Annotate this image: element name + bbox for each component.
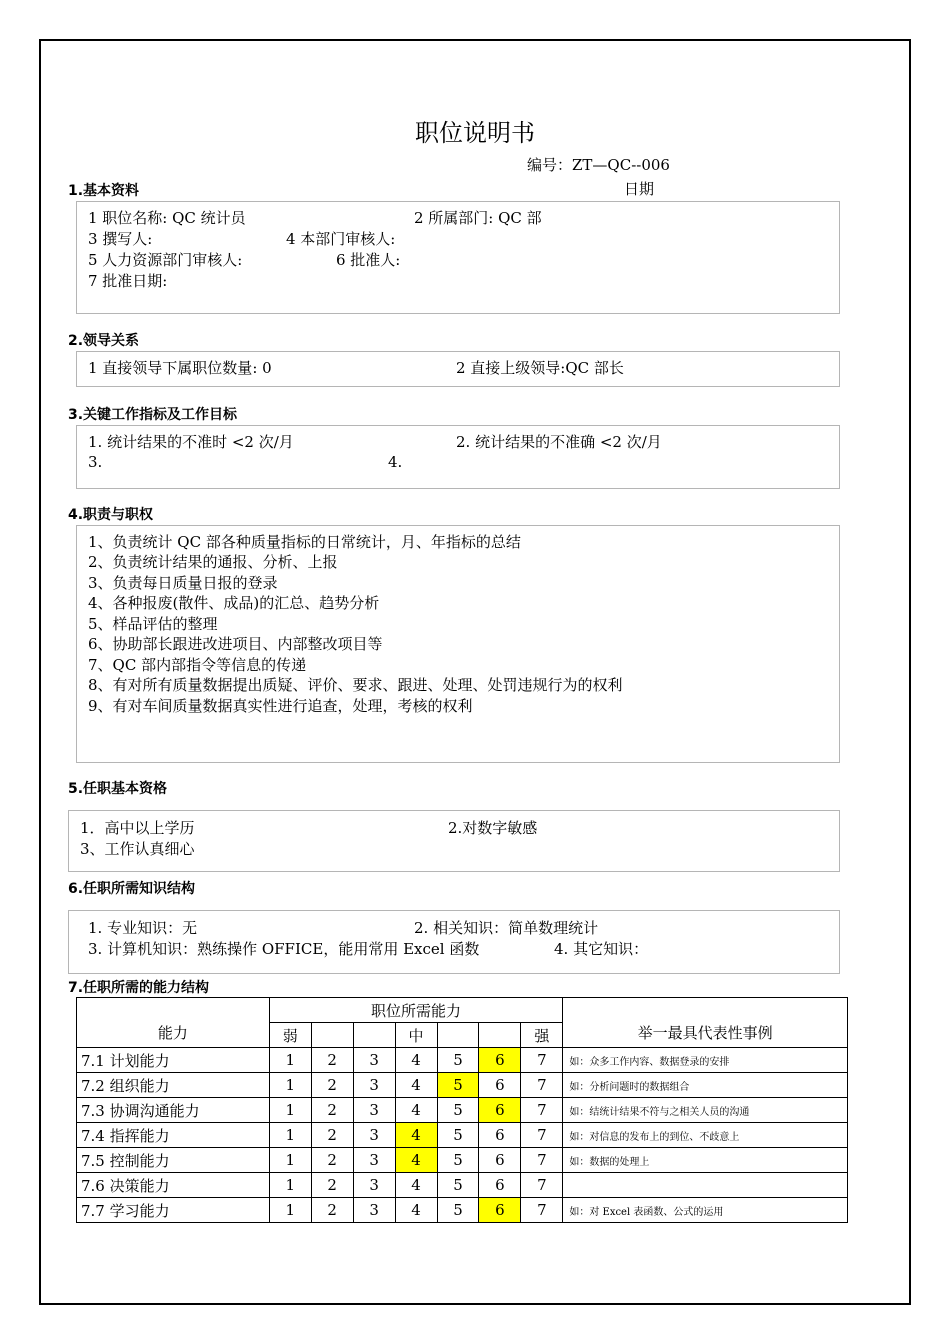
ability-level-cell: 7 [521,1173,563,1198]
ability-level-cell: 3 [353,1173,395,1198]
ability-row [77,1148,848,1173]
ability-level-cell: 6 [479,1148,521,1173]
ability-header: 能力 [77,998,270,1048]
dept-reviewer: 4 本部门审核人: [286,230,396,248]
ability-level-cell: 4 [395,1123,437,1148]
section-3-heading: 3.关键工作指标及工作目标 [68,407,238,423]
document-number: 编号：ZT—QC--006 [527,156,670,174]
ability-level-cell: 1 [269,1098,311,1123]
scale-mid: 中 [395,1023,437,1048]
ability-name: 7.6 决策能力 [77,1173,270,1198]
section-6-heading: 6.任职所需知识结构 [68,881,196,897]
ability-level-cell: 3 [353,1198,395,1223]
ability-level-cell: 6 [479,1198,521,1223]
section-5-heading: 5.任职基本资格 [68,781,168,797]
professional-knowledge: 1. 专业知识：无 [88,919,198,937]
ability-level-cell: 6 [479,1073,521,1098]
ability-level-cell: 7 [521,1198,563,1223]
required-ability-header: 职位所需能力 [269,998,563,1023]
ability-level-cell: 5 [437,1173,479,1198]
ability-level-cell: 6 [479,1048,521,1073]
position-name: 1 职位名称: QC 统计员 [88,209,246,227]
computer-knowledge: 3. 计算机知识：熟练操作 OFFICE，能用常用 Excel 函数 [88,940,480,958]
ability-level-cell: 4 [395,1198,437,1223]
direct-supervisor: 2 直接上级领导:QC 部长 [456,359,624,377]
ability-example: 如：分析问题时的数据组合 [563,1073,848,1098]
ability-level-cell: 7 [521,1073,563,1098]
duty-item: 3、负责每日质量日报的登录 [88,574,278,592]
ability-level-cell: 1 [269,1198,311,1223]
ability-name: 7.2 组织能力 [77,1073,270,1098]
kpi-1: 1. 统计结果的不准时 <2 次/月 [88,433,294,451]
ability-level-cell: 3 [353,1123,395,1148]
ability-rows [77,1048,848,1223]
ability-level-cell: 1 [269,1073,311,1098]
ability-level-cell: 1 [269,1048,311,1073]
duty-item: 5、样品评估的整理 [88,615,218,633]
ability-name: 7.7 学习能力 [77,1198,270,1223]
hr-reviewer: 5 人力资源部门审核人: [88,251,243,269]
section-2-heading: 2.领导关系 [68,333,140,349]
ability-name: 7.4 指挥能力 [77,1123,270,1148]
ability-level-cell: 4 [395,1148,437,1173]
ability-level-cell: 3 [353,1098,395,1123]
approver: 6 批准人: [336,251,401,269]
ability-level-cell: 5 [437,1073,479,1098]
section-1-heading: 1.基本资料 [68,183,140,199]
ability-level-cell: 2 [311,1073,353,1098]
qualification-numbers: 2.对数字敏感 [448,819,538,837]
duty-item: 4、各种报废(散件、成品)的汇总、趋势分析 [88,594,380,612]
ability-table [76,997,848,1223]
ability-level-cell: 6 [479,1173,521,1198]
duty-item: 9、有对车间质量数据真实性进行追查，处理，考核的权利 [88,697,473,715]
ability-level-cell: 3 [353,1048,395,1073]
ability-example: 如：对 Excel 表函数、公式的运用 [563,1198,848,1223]
duty-item: 8、有对所有质量数据提出质疑、评价、要求、跟进、处理、处罚违规行为的权利 [88,676,623,694]
ability-level-cell: 3 [353,1148,395,1173]
ability-row [77,1073,848,1098]
ability-level-cell: 5 [437,1048,479,1073]
ability-level-cell: 7 [521,1148,563,1173]
date-label: 日期 [624,180,655,198]
ability-example [563,1173,848,1198]
ability-example: 如：众多工作内容、数据登录的安排 [563,1048,848,1073]
other-knowledge: 4. 其它知识： [554,940,649,958]
example-header: 举一最具代表性事例 [563,998,848,1048]
ability-level-cell: 2 [311,1048,353,1073]
ability-level-cell: 2 [311,1198,353,1223]
qualification-attitude: 3、工作认真细心 [80,840,195,858]
ability-level-cell: 7 [521,1048,563,1073]
ability-name: 7.5 控制能力 [77,1148,270,1173]
section-7-heading: 7.任职所需的能力结构 [68,980,210,996]
document-title: 职位说明书 [415,119,535,147]
ability-row [77,1123,848,1148]
ability-level-cell: 1 [269,1173,311,1198]
ability-row [77,1098,848,1123]
ability-level-cell: 1 [269,1123,311,1148]
ability-example: 如：结统计结果不符与之相关人员的沟通 [563,1098,848,1123]
ability-level-cell: 6 [479,1098,521,1123]
kpi-4: 4. [388,453,403,471]
section-4-heading: 4.职责与职权 [68,507,154,523]
ability-level-cell: 7 [521,1123,563,1148]
department: 2 所属部门: QC 部 [414,209,542,227]
ability-level-cell: 5 [437,1098,479,1123]
scale-weak: 弱 [269,1023,311,1048]
approval-date: 7 批准日期: [88,272,168,290]
ability-level-cell: 2 [311,1123,353,1148]
ability-level-cell: 2 [311,1098,353,1123]
ability-level-cell: 1 [269,1148,311,1173]
kpi-3: 3. [88,453,103,471]
ability-level-cell: 4 [395,1073,437,1098]
ability-row [77,1198,848,1223]
related-knowledge: 2. 相关知识：简单数理统计 [414,919,599,937]
duty-item: 6、协助部长跟进改进项目、内部整改项目等 [88,635,383,653]
ability-row [77,1173,848,1198]
ability-level-cell: 2 [311,1148,353,1173]
ability-level-cell: 2 [311,1173,353,1198]
ability-level-cell: 4 [395,1098,437,1123]
ability-row [77,1048,848,1073]
ability-level-cell: 4 [395,1173,437,1198]
duty-item: 2、负责统计结果的通报、分析、上报 [88,553,338,571]
ability-name: 7.1 计划能力 [77,1048,270,1073]
qualification-education: 1．高中以上学历 [80,819,195,837]
ability-level-cell: 3 [353,1073,395,1098]
ability-level-cell: 4 [395,1048,437,1073]
ability-example: 如：数据的处理上 [563,1148,848,1173]
ability-example: 如：对信息的发布上的到位、不歧意上 [563,1123,848,1148]
duty-item: 1、负责统计 QC 部各种质量指标的日常统计，月、年指标的总结 [88,533,521,551]
ability-level-cell: 7 [521,1098,563,1123]
ability-level-cell: 6 [479,1123,521,1148]
ability-level-cell: 5 [437,1198,479,1223]
ability-level-cell: 5 [437,1148,479,1173]
ability-level-cell: 5 [437,1123,479,1148]
ability-name: 7.3 协调沟通能力 [77,1098,270,1123]
subordinate-count: 1 直接领导下属职位数量: 0 [88,359,272,377]
author: 3 撰写人: [88,230,153,248]
duty-item: 7、QC 部内部指令等信息的传递 [88,656,307,674]
kpi-2: 2. 统计结果的不准确 <2 次/月 [456,433,662,451]
scale-strong: 强 [521,1023,563,1048]
